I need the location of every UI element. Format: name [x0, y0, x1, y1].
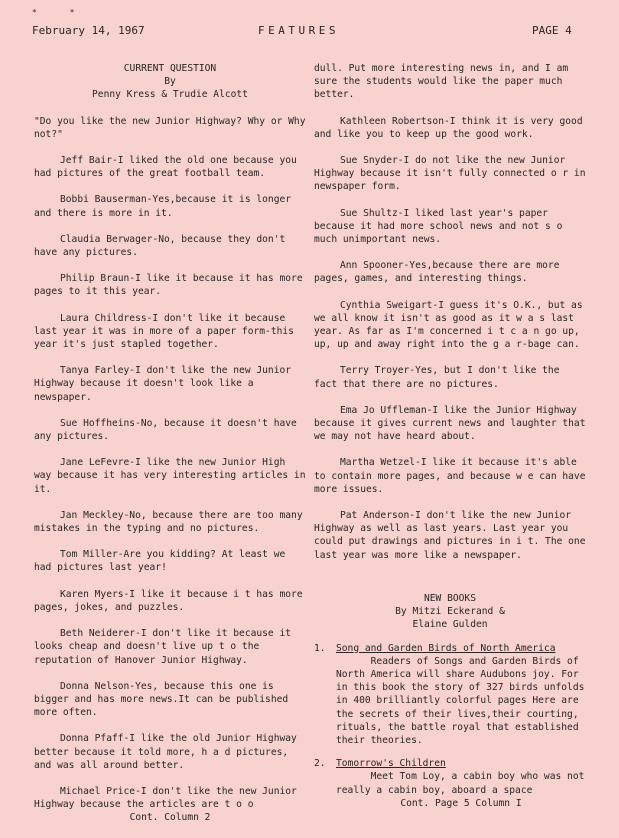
response-text: Jeff Bair-I liked the old one because you had pictures of the great football team. — [34, 155, 303, 180]
books-authors-line2: Elaine Gulden — [412, 619, 488, 631]
issue-date: February 14, 1967 — [32, 24, 145, 37]
response-text: Donna Pfaff-I like the old Junior Highway better because it told more, h a d pictures, and was all around better. — [34, 733, 303, 771]
book-title: Tomorrow's Children — [336, 758, 446, 770]
response-item — [34, 680, 306, 720]
left-responses — [34, 154, 312, 772]
response-text: Pat Anderson-I don't like the new Junior Highway as well as last years. Last year you could put drawings and pictures in i t. The one last year was more like a newspaper. — [314, 510, 592, 561]
survey-question — [34, 115, 312, 141]
response-text: Donna Nelson-Yes, because this one is bigger and has more news.It can be published more often. — [34, 680, 294, 719]
response-item — [34, 456, 312, 496]
by-label: By — [164, 76, 176, 88]
response-text: Philip Braun-I like it because it has more pages to it this year. — [34, 273, 309, 298]
book-body — [336, 757, 591, 810]
response-text: Martha Wetzel-I like it because it's able to contain more pages, and because w e can have more issues. — [314, 457, 592, 495]
continued-note: Cont. Page 5 Column I — [400, 797, 522, 809]
response-text: Bobbi Bauserman-Yes,because it is longer and there is more in it. — [34, 194, 297, 219]
book-title: Song and Garden Birds of North America — [336, 642, 556, 654]
response-text: Jan Meckley-No, because there are too many mistakes in the typing and no pictures. — [34, 509, 309, 535]
book-body — [336, 642, 591, 748]
response-item — [314, 207, 586, 247]
article-authors: Penny Kress & Trudie Alcott — [92, 89, 248, 101]
book-description: Meet Tom Loy, a cabin boy who was not really a cabin boy, aboard a space — [336, 771, 591, 796]
left-column — [34, 62, 312, 838]
response-continued — [34, 785, 306, 825]
response-item — [34, 548, 306, 574]
response-item — [314, 404, 592, 444]
response-text: Michael Price-I don't like the new Junior Highway because the articles are t o o — [34, 785, 303, 811]
continued-note: Cont. Column 2 — [129, 812, 211, 824]
response-continuation — [314, 62, 586, 102]
section-title: FEATURES — [258, 24, 339, 37]
response-item — [34, 732, 306, 772]
response-text: Tom Miller-Are you kidding? At least we had pictures last year! — [34, 549, 292, 574]
book-entry — [314, 757, 591, 810]
corner-marks: * * — [32, 8, 89, 17]
response-text: Beth Neiderer-I don't like it because it looks cheap and doesn't live up t o the reputation of Hanover Junior Highway. — [34, 628, 297, 666]
right-responses — [314, 115, 592, 562]
response-item — [34, 272, 309, 298]
books-authors-line1: By Mitzi Eckerand & — [395, 606, 505, 618]
response-item — [314, 259, 586, 285]
right-column — [314, 62, 592, 810]
response-text: Ann Spooner-Yes,because there are more pages, games, and interesting things. — [314, 260, 566, 285]
response-text: Claudia Berwager-No, because they don't have any pictures. — [34, 233, 292, 259]
response-text: Karen Myers-I like it because i t has more pages, jokes, and puzzles. — [34, 588, 309, 613]
response-text: Kathleen Robertson-I think it is very good and like you to keep up the good work. — [314, 115, 589, 140]
response-item — [34, 154, 306, 180]
response-text: Jane LeFevre-I like the new Junior High way because it has very interesting articles in it. — [34, 457, 312, 495]
article-title: CURRENT QUESTION — [123, 63, 217, 74]
response-item — [34, 193, 306, 219]
response-item — [34, 233, 306, 259]
response-item — [34, 364, 306, 404]
response-item — [314, 115, 589, 141]
new-books-section — [314, 592, 591, 810]
page-number: PAGE 4 — [532, 24, 572, 37]
response-text: Tanya Farley-I don't like the new Junior Highway because it doesn't look like a newspaper. — [34, 365, 297, 403]
book-entry — [314, 642, 591, 748]
response-item — [34, 509, 309, 535]
response-text: Sue Snyder-I do not like the new Junior Highway because it isn't fully connected o r in newspaper form. — [314, 155, 592, 193]
response-text: Sue Hoffheins-No, because it doesn't have any pictures. — [34, 417, 303, 443]
response-item — [34, 417, 306, 443]
response-item — [314, 299, 589, 352]
continued-text: dull. Put more interesting news in, and I am sure the students would like the paper much better. — [314, 63, 574, 101]
response-text: Ema Jo Uffleman-I like the Junior Highway because it gives current news and laughter that we may not have heard about. — [314, 404, 592, 443]
book-description: Readers of Songs and Garden Birds of North America will share Audubons joy. For in this book the story of 327 birds unfolds in 400 brilliantly colorful pages Here are the secrets of their lives,their courting, rituals, the battle royal that established their theories. — [336, 655, 591, 746]
books-title: NEW BOOKS — [424, 592, 476, 604]
book-list — [314, 642, 591, 810]
response-text: Laura Childress-I don't like it because last year it was in more of a paper form-this year it's just stapled together. — [34, 312, 300, 351]
response-item — [34, 312, 306, 352]
book-number: 2. — [314, 758, 326, 770]
response-item — [34, 588, 309, 614]
response-item — [314, 456, 592, 496]
response-item — [314, 154, 592, 194]
response-item — [34, 627, 306, 667]
response-text: Terry Troyer-Yes, but I don't like the fact that there are no pictures. — [314, 365, 566, 390]
response-text: Cynthia Sweigart-I guess it's O.K., but as we all know it isn't as good as it w a s last year. As far as I'm concerned i t c a n go up, up, up and away right into the g a r-bage can. — [314, 299, 589, 351]
response-item — [314, 364, 586, 390]
response-item — [314, 509, 592, 562]
question-text: "Do you like the new Junior Highway? Why or Why not?" — [34, 115, 312, 140]
response-text: Sue Shultz-I liked last year's paper because it had more school news and not s o much unimportant news. — [314, 207, 569, 246]
current-question-heading — [34, 62, 306, 102]
book-number: 1. — [314, 642, 326, 654]
